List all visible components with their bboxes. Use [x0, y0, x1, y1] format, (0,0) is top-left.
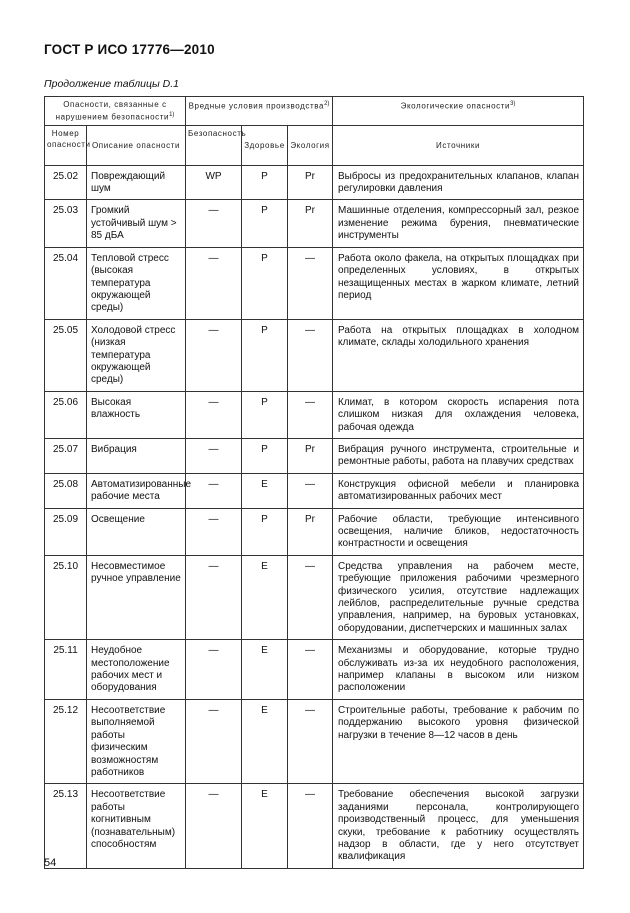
table-row: [45, 640, 584, 700]
ecology-code: Pr: [288, 438, 333, 473]
hazard-number: 25.10: [45, 555, 87, 639]
harmful-group-footnote: 2): [324, 101, 330, 107]
hazard-sources: Работа около факела, на открытых площадках при определенных условиях, в открытых незащищенных местах в жарком климате, летний период: [333, 247, 584, 319]
health-code: E: [242, 784, 288, 868]
eco-group-label: Экологические опасности: [400, 101, 511, 111]
column-header-ecology: Экология: [288, 125, 333, 165]
hazard-number: 25.05: [45, 319, 87, 391]
table-row: [45, 247, 584, 319]
hazard-number: 25.06: [45, 391, 87, 438]
ecology-code: Pr: [288, 165, 333, 200]
hazard-number: 25.08: [45, 473, 87, 508]
safety-code: —: [186, 247, 242, 319]
hazard-sources: Механизмы и оборудование, которые трудно обслуживать из-за их неудобного расположения, например клапаны в высоком или низком расположении: [333, 640, 584, 700]
hazard-number: 25.09: [45, 508, 87, 555]
hazard-sources: Средства управления на рабочем месте, требующие приложения рабочими чрезмерного физического усилия, отсутствие надлежащих лейблов, распределительные ручные средства управления, например, на буровых установках, оборудовании, диспетчерских и машинных залах: [333, 555, 584, 639]
hazard-sources: Конструкция офисной мебели и планировка автоматизированных рабочих мест: [333, 473, 584, 508]
ecology-code: —: [288, 319, 333, 391]
column-header-sources: Источники: [333, 125, 584, 165]
ecology-code: Pr: [288, 508, 333, 555]
health-code: E: [242, 555, 288, 639]
harmful-group-label: Вредные условия производства: [188, 101, 325, 111]
hazard-number: 25.11: [45, 640, 87, 700]
health-code: P: [242, 391, 288, 438]
safety-code: —: [186, 200, 242, 247]
health-code: P: [242, 200, 288, 247]
safety-code: —: [186, 784, 242, 868]
hazard-sources: Машинные отделения, компрессорный зал, резкое изменение режима бурения, пневматические инструменты: [333, 200, 584, 247]
ecology-code: —: [288, 640, 333, 700]
safety-code: —: [186, 508, 242, 555]
safety-code: —: [186, 699, 242, 783]
column-header-number: Номер опасности: [45, 125, 87, 165]
ecology-code: —: [288, 699, 333, 783]
hazard-description: Холодовой стресс (низкая температура окружающей среды): [87, 319, 186, 391]
hazard-number: 25.04: [45, 247, 87, 319]
table-row: [45, 200, 584, 247]
safety-code: —: [186, 438, 242, 473]
hazard-description: Вибрация: [87, 438, 186, 473]
ecology-code: Pr: [288, 200, 333, 247]
hazard-sources: Строительные работы, требование к рабочим по поддержанию высокого уровня физической нагрузки в течение 8—12 часов в день: [333, 699, 584, 783]
health-code: P: [242, 247, 288, 319]
health-code: P: [242, 319, 288, 391]
table-row: [45, 165, 584, 200]
hazard-sources: Выбросы из предохранительных клапанов, клапан регулировки давления: [333, 165, 584, 200]
health-code: E: [242, 473, 288, 508]
table-row: [45, 784, 584, 868]
page-number: 54: [44, 857, 57, 869]
ecology-code: —: [288, 247, 333, 319]
eco-group-header: [333, 97, 584, 126]
hazard-number: 25.02: [45, 165, 87, 200]
safety-code: —: [186, 391, 242, 438]
health-code: E: [242, 699, 288, 783]
hazard-description: Освещение: [87, 508, 186, 555]
hazards-table: [44, 96, 584, 869]
hazard-sources: Вибрация ручного инструмента, строительные и ремонтные работы, работа на плавучих средствах: [333, 438, 584, 473]
eco-group-footnote: 3): [510, 101, 516, 107]
table-row: [45, 438, 584, 473]
ecology-code: —: [288, 555, 333, 639]
hazard-sources: Рабочие области, требующие интенсивного освещения, наличие бликов, недостаточность контрастности и освещения: [333, 508, 584, 555]
health-code: E: [242, 640, 288, 700]
health-code: P: [242, 438, 288, 473]
column-header-health: Здоровье: [242, 125, 288, 165]
table-caption: Продолжение таблицы D.1: [44, 78, 179, 90]
ecology-code: —: [288, 784, 333, 868]
hazard-description: Тепловой стресс (высокая температура окружающей среды): [87, 247, 186, 319]
safety-code: —: [186, 473, 242, 508]
safety-group-header: [45, 97, 186, 126]
safety-code: —: [186, 640, 242, 700]
table-row: [45, 319, 584, 391]
hazard-number: 25.13: [45, 784, 87, 868]
table-row: [45, 699, 584, 783]
hazard-description: Несоответствие выполняемой работы физическим возможностям работников: [87, 699, 186, 783]
table-row: [45, 391, 584, 438]
table-row: [45, 508, 584, 555]
safety-group-label: Опасности, связанные с нарушением безопасности: [55, 100, 170, 122]
table-row: [45, 473, 584, 508]
hazard-description: Несовместимое ручное управление: [87, 555, 186, 639]
hazard-description: Повреждающий шум: [87, 165, 186, 200]
hazard-description: Автоматизированные рабочие места: [87, 473, 186, 508]
safety-code: WP: [186, 165, 242, 200]
column-header-row: [45, 125, 584, 165]
table-body: [45, 165, 584, 868]
hazard-sources: Климат, в котором скорость испарения пота слишком низкая для охлаждения человека, рабочая одежда: [333, 391, 584, 438]
hazard-sources: Требование обеспечения высокой загрузки заданиями персонала, контролирующего производственный процесс, для уменьшения скуки, требование к работнику осуществлять надзор в области, где у него отсутствует квалификация: [333, 784, 584, 868]
hazard-number: 25.12: [45, 699, 87, 783]
safety-group-footnote: 1): [169, 112, 175, 118]
ecology-code: —: [288, 473, 333, 508]
safety-code: —: [186, 555, 242, 639]
table-row: [45, 555, 584, 639]
harmful-group-header: [186, 97, 333, 126]
ecology-code: —: [288, 391, 333, 438]
column-header-safety: Безопасность: [186, 125, 242, 165]
document-title: ГОСТ Р ИСО 17776—2010: [44, 42, 215, 57]
hazard-number: 25.07: [45, 438, 87, 473]
hazard-description: Несоответствие работы когнитивным (познавательным) способностям: [87, 784, 186, 868]
hazard-description: Высокая влажность: [87, 391, 186, 438]
hazard-description: Неудобное местоположение рабочих мест и оборудования: [87, 640, 186, 700]
hazard-number: 25.03: [45, 200, 87, 247]
hazard-description: Громкий устойчивый шум > 85 дБА: [87, 200, 186, 247]
health-code: P: [242, 165, 288, 200]
hazard-sources: Работа на открытых площадках в холодном климате, склады холодильного хранения: [333, 319, 584, 391]
health-code: P: [242, 508, 288, 555]
group-header-row: [45, 97, 584, 126]
column-header-description: Описание опасности: [87, 125, 186, 165]
safety-code: —: [186, 319, 242, 391]
